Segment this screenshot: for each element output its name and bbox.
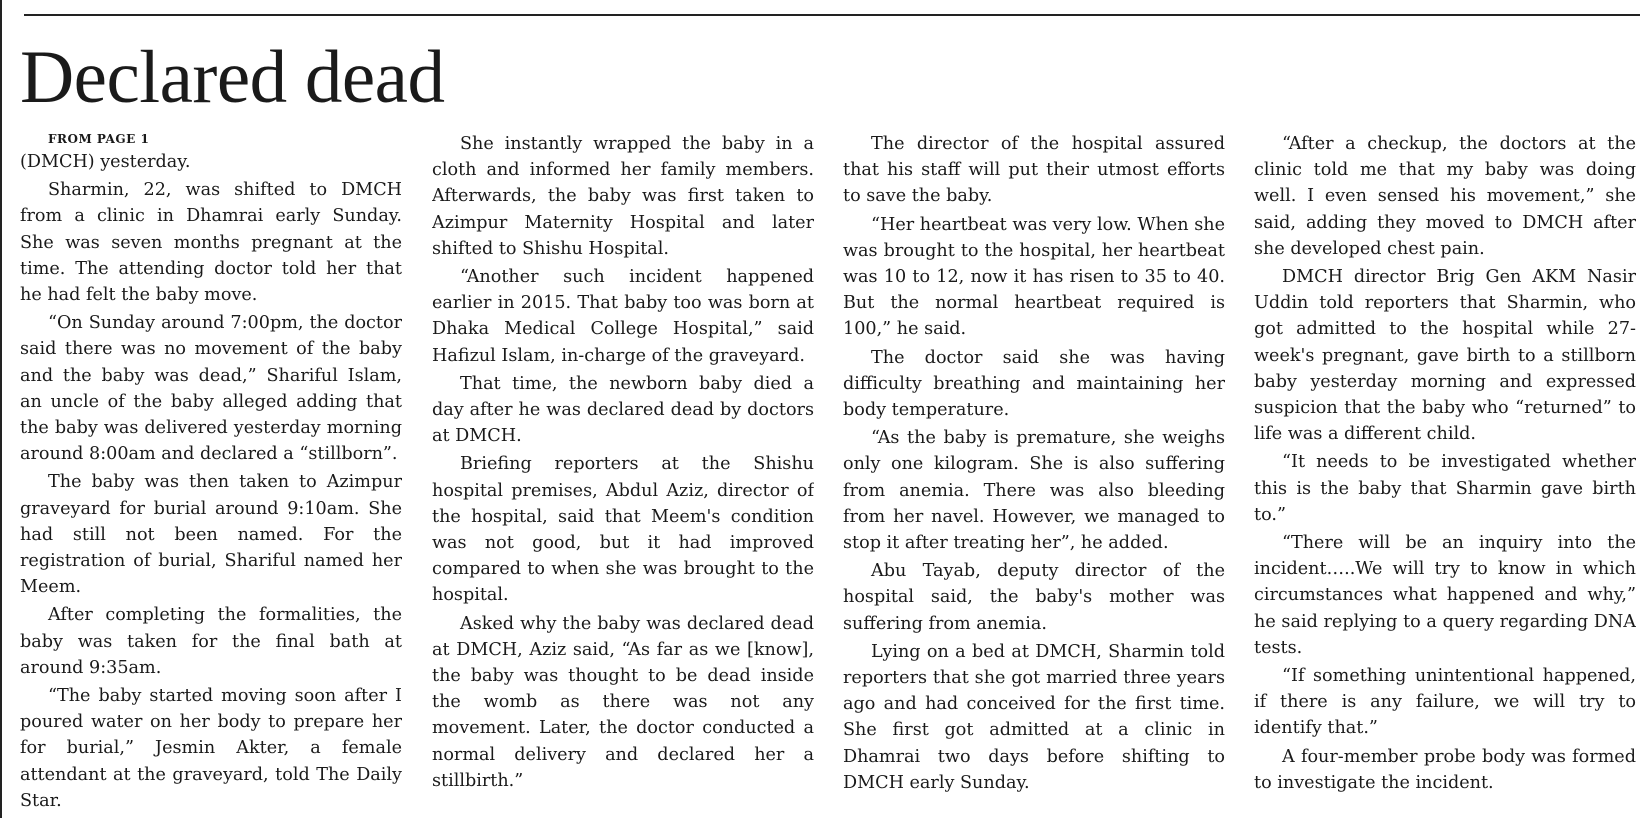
headline: Declared dead bbox=[20, 36, 445, 119]
paragraph: “The baby started moving soon after I poured water on her body to prepare her for burial,” Jesmin Akter, a female attendant at the graveyard, told The Daily Star. bbox=[20, 686, 402, 811]
paragraph: “It needs to be investigated whether this is the baby that Sharmin gave birth to.” bbox=[1254, 452, 1636, 525]
paragraph: Lying on a bed at DMCH, Sharmin told reporters that she got married three years ago and had conceived for the first time. She first got admitted at a clinic in Dhamrai two days before shifting to DMCH early Sunday. bbox=[843, 641, 1225, 793]
article-column-2 bbox=[432, 131, 814, 821]
paragraph: The doctor said she was having difficulty breathing and maintaining her body temperature. bbox=[843, 347, 1225, 421]
paragraph: “As the baby is premature, she weighs only one kilogram. She is also suffering from anemia. There was also bleeding from her navel. However, we managed to stop it after treating her”, he added. bbox=[843, 428, 1225, 554]
paragraph: (DMCH) yesterday. bbox=[20, 152, 191, 172]
kicker-label: FROM PAGE 1 bbox=[48, 132, 150, 146]
left-column-rule bbox=[0, 0, 2, 818]
paragraph: DMCH director Brig Gen AKM Nasir Uddin told reporters that Sharmin, who got admitted to the hospital while 27-week's pregnant, gave birth to a stillborn baby yesterday morning and expressed suspicion that the baby who “returned” to life was a different child. bbox=[1254, 267, 1636, 445]
paragraph: “Her heartbeat was very low. When she was brought to the hospital, her heartbeat was 10 to 12, now it has risen to 35 to 40. But the normal heartbeat required is 100,” he said. bbox=[843, 214, 1225, 340]
paragraph: The baby was then taken to Azimpur graveyard for burial around 9:10am. She had still not been named. For the registration of burial, Shariful named her Meem. bbox=[20, 472, 402, 598]
article-column-1 bbox=[20, 131, 402, 821]
article-column-3 bbox=[843, 131, 1225, 821]
paragraph: Briefing reporters at the Shishu hospital premises, Abdul Aziz, director of the hospital, said that Meem's condition was not good, but it had improved compared to when she was brought to the hospital. bbox=[432, 454, 814, 606]
paragraph: That time, the newborn baby died a day after he was declared dead by doctors at DMCH. bbox=[432, 373, 814, 447]
paragraph: She instantly wrapped the baby in a cloth and informed her family members. Afterwards, the baby was first taken to Azimpur Maternity Hospital and later shifted to Shishu Hospital. bbox=[432, 134, 814, 259]
paragraph: “After a checkup, the doctors at the clinic told me that my baby was doing well. I even sensed his movement,” she said, adding they moved to DMCH after she developed chest pain. bbox=[1254, 134, 1636, 259]
paragraph: Sharmin, 22, was shifted to DMCH from a clinic in Dhamrai early Sunday. She was seven months pregnant at the time. The attending doctor told her that he had felt the baby move. bbox=[20, 180, 402, 306]
paragraph: “Another such incident happened earlier in 2015. That baby too was born at Dhaka Medical College Hospital,” said Hafizul Islam, in-charge of the graveyard. bbox=[432, 267, 814, 366]
article-column-4 bbox=[1254, 131, 1636, 821]
paragraph: Asked why the baby was declared dead at DMCH, Aziz said, “As far as we [know], the baby was thought to be dead inside the womb as there was not any movement. Later, the doctor conducted a normal delivery and declared her a stillbirth.” bbox=[432, 613, 814, 791]
paragraph: A four-member probe body was formed to investigate the incident. bbox=[1254, 746, 1636, 793]
paragraph: After completing the formalities, the baby was taken for the final bath at around 9:35am. bbox=[20, 605, 402, 678]
top-section-rule bbox=[24, 14, 1640, 16]
paragraph: Abu Tayab, deputy director of the hospital said, the baby's mother was suffering from anemia. bbox=[843, 561, 1225, 634]
paragraph: “There will be an inquiry into the incident…..We will try to know in which circumstances what happened and why,” he said replying to a query regarding DNA tests. bbox=[1254, 533, 1636, 658]
paragraph: “If something unintentional happened, if there is any failure, we will try to identify that.” bbox=[1254, 666, 1636, 739]
paragraph: The director of the hospital assured that his staff will put their utmost efforts to save the baby. bbox=[843, 134, 1225, 207]
paragraph: “On Sunday around 7:00pm, the doctor said there was no movement of the baby and the baby was dead,” Shariful Islam, an uncle of the baby alleged adding that the baby was delivered yesterday morning around 8:00am and declared a “stillborn”. bbox=[20, 313, 402, 465]
